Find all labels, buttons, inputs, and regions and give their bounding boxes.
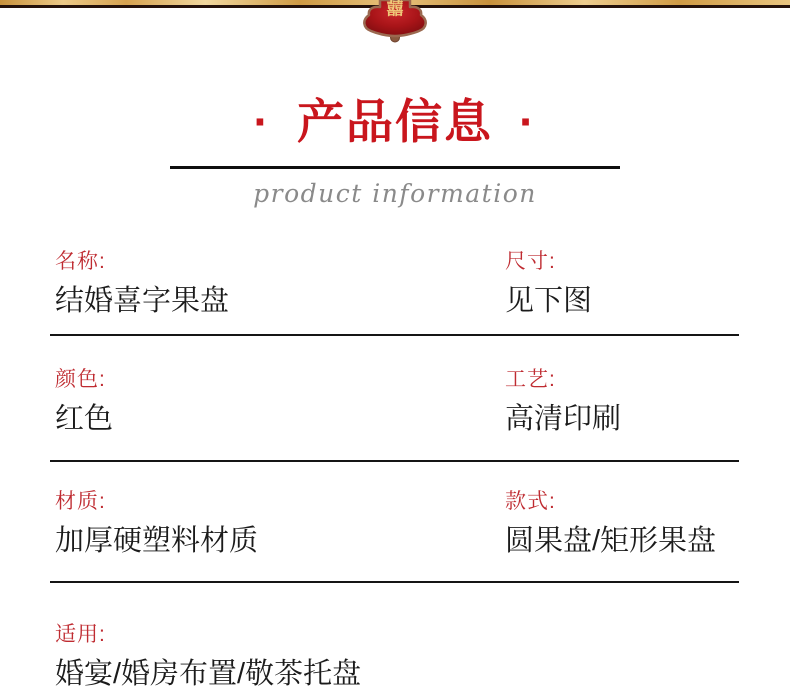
spec-cell-size bbox=[505, 248, 592, 320]
spec-row-material-style bbox=[0, 462, 790, 581]
spec-row-color-craft bbox=[0, 336, 790, 460]
spec-size-label: 尺寸: bbox=[505, 250, 556, 273]
spec-row-name-size bbox=[0, 248, 790, 334]
spec-craft-label: 工艺: bbox=[505, 368, 556, 391]
spec-row-usage bbox=[0, 583, 790, 692]
spec-style-label: 款式: bbox=[505, 490, 556, 513]
title-dot-left: · bbox=[253, 95, 271, 148]
spec-cell-name bbox=[55, 248, 505, 320]
spec-color-label: 颜色: bbox=[55, 368, 106, 391]
title-underline bbox=[170, 166, 620, 169]
double-happiness-glyph: 囍 bbox=[386, 0, 404, 19]
spec-cell-usage bbox=[55, 621, 505, 692]
spec-size-value: 见下图 bbox=[505, 285, 593, 317]
section-subtitle: product information bbox=[253, 179, 537, 208]
spec-cell-material bbox=[55, 488, 505, 560]
spec-material-label: 材质: bbox=[55, 490, 106, 513]
spec-style-value: 圆果盘/矩形果盘 bbox=[505, 525, 717, 557]
spec-craft-value: 高清印刷 bbox=[505, 403, 622, 435]
spec-cell-style bbox=[505, 488, 716, 560]
title-dot-right: · bbox=[519, 95, 537, 148]
spec-material-value: 加厚硬塑料材质 bbox=[55, 525, 259, 557]
page-title: 产品信息 bbox=[297, 95, 493, 148]
spec-usage-value: 婚宴/婚房布置/敬茶托盘 bbox=[55, 658, 362, 690]
spec-cell-color bbox=[55, 366, 505, 438]
spec-color-value: 红色 bbox=[55, 403, 114, 435]
spec-name-value: 结婚喜字果盘 bbox=[55, 285, 230, 317]
spec-name-label: 名称: bbox=[55, 250, 106, 273]
double-happiness-medallion-icon bbox=[358, 0, 432, 44]
spec-list bbox=[0, 248, 790, 692]
spec-cell-craft bbox=[505, 366, 621, 438]
spec-usage-label: 适用: bbox=[55, 623, 106, 646]
